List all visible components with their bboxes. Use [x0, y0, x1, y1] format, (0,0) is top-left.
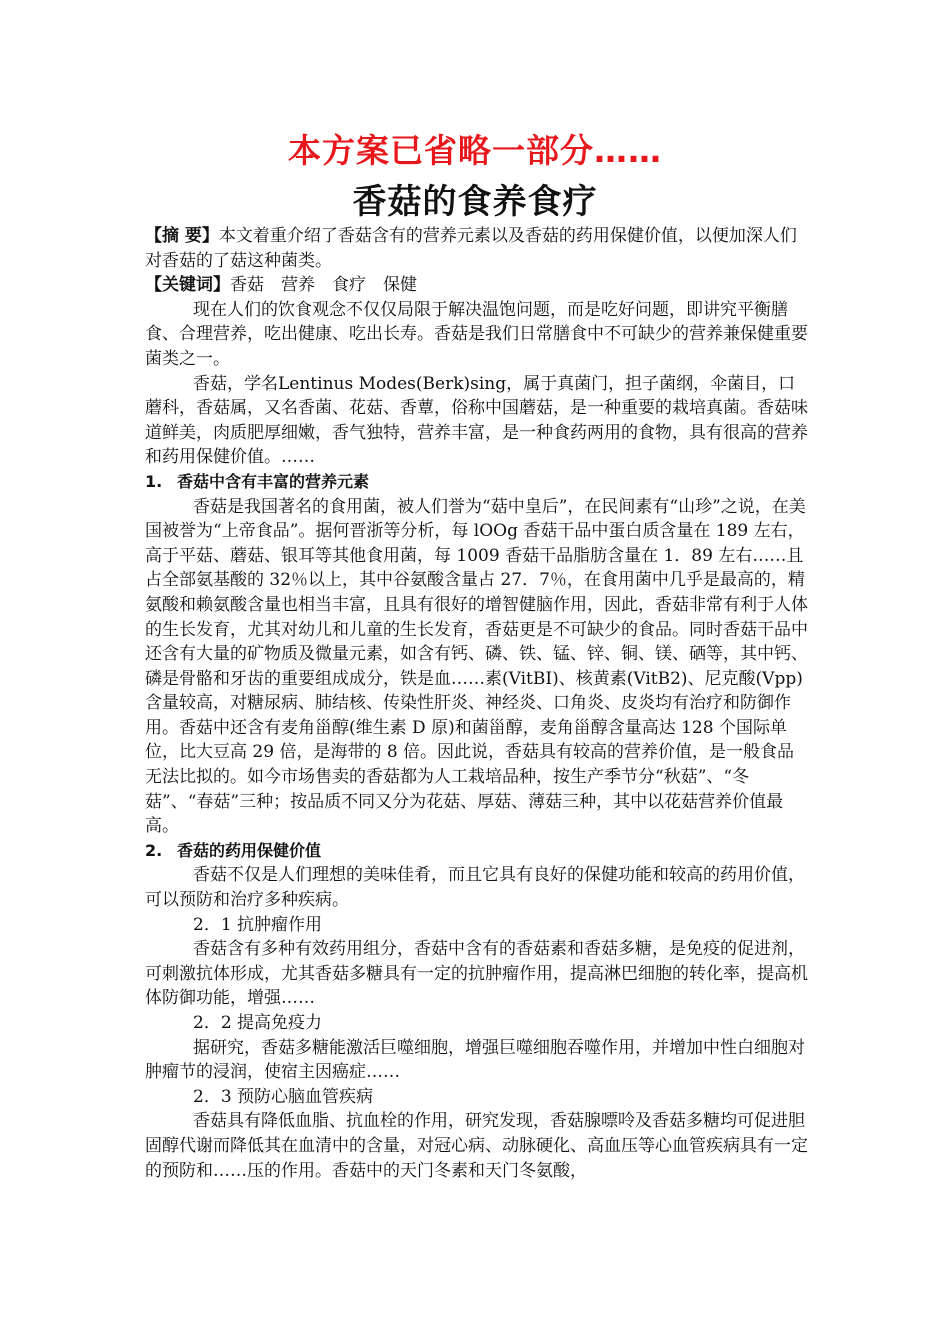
- subsection-2-3-title: 2．3 预防心脑血管疾病: [193, 1086, 374, 1107]
- abstract-paragraph: [145, 224, 811, 273]
- keywords-paragraph: [145, 273, 811, 298]
- document-title: 香菇的食养食疗: [352, 182, 598, 222]
- intro-paragraph-1: 现在人们的饮食观念不仅仅局限于解决温饱问题，而是吃好问题，即讲究平衡膳食、合理营养，吃出健康、吃出长寿。香菇是我们日常膳食中不可缺少的营养兼保健重要菌类之一。: [145, 299, 808, 369]
- abstract-text: 本文着重介绍了香菇含有的营养元素以及香菇的药用保健价值，以便加深人们对香菇的了菇这种菌类。: [145, 226, 797, 271]
- section-1-paragraph: 香菇是我国著名的食用菌，被人们誉为“菇中皇后”，在民间素有“山珍”之说，在美国被誉为“上帝食品”。据何晋浙等分析，每 lOOg 香菇干品中蛋白质含量在 189 左右，高于平菇、蘑菇、银耳等其他食用菌，每 1009 香菇干品脂肪含量在 1．89 左右……且占全部氨基酸的 32％以上，其中谷氨酸含量占 27．7％，在食用菌中几乎是最高的，精氨酸和赖氨酸含量也相当丰富，且具有很好的增智健脑作用，因此，香菇非常有利于人体的生长发育，尤其对幼儿和儿童的生长发育，香菇更是不可缺少的食品。同时香菇干品中还含有大量的矿物质及微量元素，如含有钙、磷、铁、锰、锌、铜、镁、硒等，其中钙、磷是骨骼和牙齿的重要组成成分，铁是血……素(VitBI)、核黄素(VitB2)、尼克酸(Vpp)含量较高，对糖尿病、肺结核、传染性肝炎、神经炎、口角炎、皮炎均有治疗和防御作用。香菇中还含有麦角甾醇(维生素 D 原)和菌甾醇，麦角甾醇含量高达 128 个国际单位，比大豆高 29 倍，是海带的 8 倍。因此说，香菇具有较高的营养价值，是一般食品无法比拟的。如今市场售卖的香菇都为人工栽培品种，按生产季节分“秋菇”、“冬菇”、“春菇”三种；按品质不同又分为花菇、厚菇、薄菇三种，其中以花菇营养价值最高。: [145, 496, 808, 837]
- document-body: [145, 224, 811, 1183]
- subsection-2-2-paragraph: 据研究，香菇多糖能激活巨噬细胞，增强巨噬细胞吞噬作用，并增加中性白细胞对肿瘤节的浸润，使宿主因癌症……: [145, 1037, 805, 1083]
- section-2-title: 香菇的药用保健价值: [177, 840, 322, 860]
- abstract-label: 【摘 要】: [145, 226, 219, 246]
- subsection-2-3-paragraph: 香菇具有降低血脂、抗血栓的作用，研究发现，香菇腺嘌呤及香菇多糖均可促进胆固醇代谢而降低其在血清中的含量，对冠心病、动脉硬化、高血压等心血管疾病具有一定的预防和……压的作用。香菇中的天门冬素和天门冬氨酸，: [145, 1111, 808, 1181]
- subsection-2-1-paragraph: 香菇含有多种有效药用组分，香菇中含有的香菇素和香菇多糖，是免疫的促进剂，可刺激抗体形成，尤其香菇多糖具有一定的抗肿瘤作用，提高淋巴细胞的转化率，提高机体防御功能，增强……: [145, 939, 808, 1009]
- intro-paragraph-2: 香菇，学名Lentinus Modes(Berk)sing，属于真菌门，担子菌纲，伞菌目，口蘑科，香菇属，又名香菌、花菇、香蕈，俗称中国蘑菇，是一种重要的栽培真菌。香菇味道鲜美，肉质肥厚细嫩，香气独特，营养丰富，是一种食药两用的食物，具有很高的营养和药用保健价值。……: [145, 373, 808, 468]
- keywords-text: 香菇 营养 食疗 保健: [230, 275, 417, 296]
- section-1-heading: [145, 470, 811, 495]
- section-1-title: 香菇中含有丰富的营养元素: [177, 471, 370, 491]
- section-2-paragraph: 香菇不仅是人们理想的美味佳肴，而且它具有良好的保健功能和较高的药用价值，可以预防和治疗多种疾病。: [145, 865, 805, 911]
- subsection-2-2-title: 2．2 提高免疫力: [193, 1013, 323, 1033]
- subsection-2-1-title: 2．1 抗肿瘤作用: [193, 914, 323, 935]
- keywords-label: 【关键词】: [145, 275, 230, 296]
- section-1-number: 1.: [145, 471, 163, 491]
- section-2-number: 2.: [145, 840, 163, 860]
- omission-banner: 本方案已省略一部分……: [288, 131, 662, 170]
- section-2-heading: [145, 839, 811, 864]
